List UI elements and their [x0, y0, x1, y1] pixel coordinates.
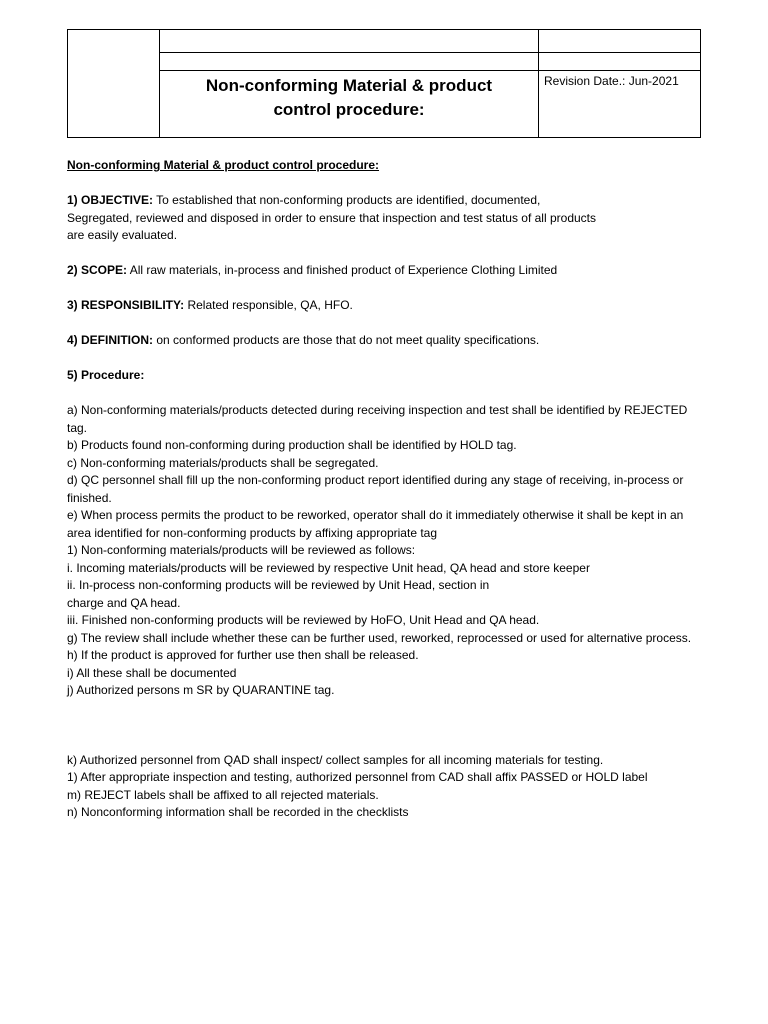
procedure-heading	[67, 367, 732, 385]
section-text: All raw materials, in-process and finished product of Experience Clothing Limited	[127, 263, 558, 277]
procedure-line: e) When process permits the product to be reworked, operator shall do it immediately otherwise it shall be kept in an	[67, 508, 684, 522]
procedure-line: j) Authorized persons m SR by QUARANTINE tag.	[67, 683, 335, 697]
objective-line: are easily evaluated.	[67, 228, 178, 242]
section-label: 2) SCOPE:	[67, 263, 128, 277]
procedure-line: i) All these shall be documented	[67, 665, 237, 680]
table-divider	[159, 70, 701, 71]
section-label: 3) RESPONSIBILITY:	[67, 298, 185, 312]
procedure-line: finished.	[67, 490, 112, 505]
responsibility-section	[67, 297, 732, 315]
procedure-line: charge and QA head.	[67, 595, 181, 610]
procedure-line: c) Non-conforming materials/products shall be segregated.	[67, 455, 379, 470]
procedure-line: ii. In-process non-conforming products will be reviewed by Unit Head, section in	[67, 578, 490, 592]
objective-line: Segregated, reviewed and disposed in order to ensure that inspection and test status of all products	[67, 210, 596, 225]
objective-section	[67, 192, 732, 210]
procedure-line: b) Products found non-conforming during production shall be identified by HOLD tag.	[67, 438, 517, 452]
section-text: To established that non-conforming products are identified, documented,	[153, 193, 541, 207]
table-divider	[159, 52, 701, 53]
procedure-line: iii. Finished non-conforming products will be reviewed by HoFO, Unit Head and QA head.	[67, 613, 540, 627]
revision-date: Revision Date.: Jun-2021	[544, 74, 679, 88]
procedure-line: i. Incoming materials/products will be reviewed by respective Unit head, QA head and store keeper	[67, 560, 590, 575]
section-label: 5) Procedure:	[67, 368, 145, 382]
procedure-line: d) QC personnel shall fill up the non-conforming product report identified during any stage of receiving, in-process or	[67, 473, 684, 487]
procedure-line: k) Authorized personnel from QAD shall inspect/ collect samples for all incoming materials for testing.	[67, 752, 604, 767]
header-table	[67, 29, 701, 138]
doc-title: Non-conforming Material & product control procedure:	[67, 158, 380, 172]
section-label: 4) DEFINITION:	[67, 333, 153, 347]
table-divider	[538, 30, 539, 137]
procedure-line: g) The review shall include whether these can be further used, reworked, reprocessed or used for alternative process.	[67, 630, 692, 645]
header-title-line: Non-conforming Material & product	[205, 76, 493, 95]
definition-section	[67, 332, 732, 350]
procedure-line: a) Non-conforming materials/products detected during receiving inspection and test shall be identified by REJECTED	[67, 403, 688, 417]
procedure-line: n) Nonconforming information shall be recorded in the checklists	[67, 805, 409, 819]
procedure-line: area identified for non-conforming products by affixing appropriate tag	[67, 525, 438, 540]
procedure-line: 1) After appropriate inspection and testing, authorized personnel from CAD shall affix PASSED or HOLD label	[67, 770, 648, 784]
procedure-line: 1) Non-conforming materials/products will be reviewed as follows:	[67, 543, 416, 557]
header-title-line: control procedure:	[273, 100, 425, 119]
section-text: Related responsible, QA, HFO.	[184, 298, 353, 312]
document-body	[67, 157, 732, 822]
section-text: on conformed products are those that do not meet quality specifications.	[153, 333, 540, 347]
procedure-line: h) If the product is approved for further use then shall be released.	[67, 648, 419, 662]
scope-section	[67, 262, 732, 280]
header-title	[160, 74, 538, 122]
procedure-line: m) REJECT labels shall be affixed to all rejected materials.	[67, 787, 379, 802]
section-label: 1) OBJECTIVE:	[67, 193, 154, 207]
procedure-line: tag.	[67, 420, 88, 435]
